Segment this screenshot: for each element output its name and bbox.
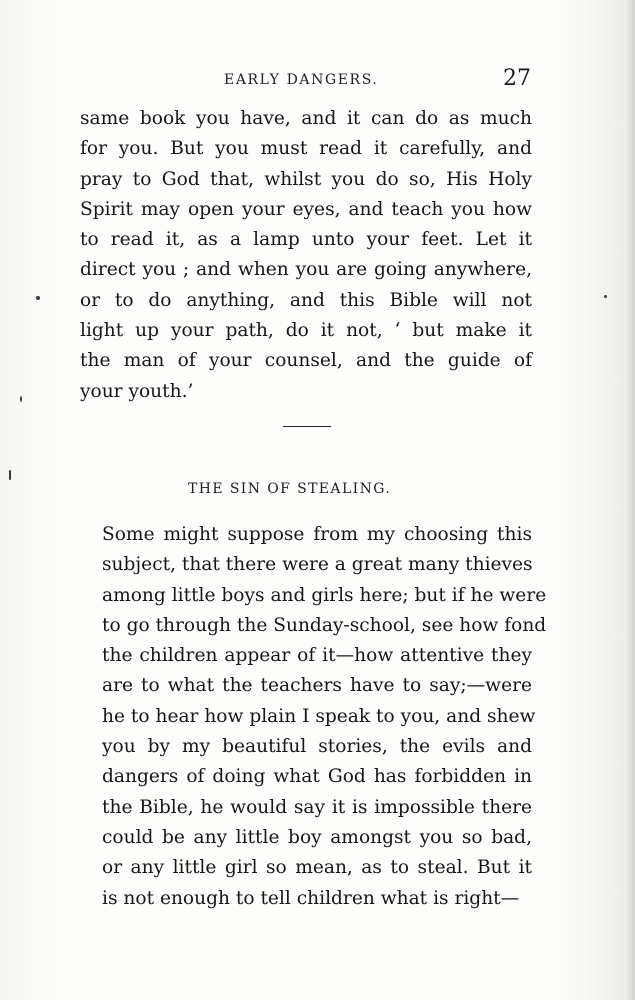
text-line: you by my beautiful stories, the evils and bbox=[102, 736, 532, 758]
text-line: or any little girl so mean, as to steal. But it bbox=[102, 857, 532, 879]
ink-speck bbox=[36, 296, 40, 300]
ink-speck bbox=[20, 396, 22, 402]
text-line: or to do anything, and this Bible will not bbox=[80, 289, 532, 311]
running-head: EARLY DANGERS. bbox=[224, 72, 379, 88]
page-edge-shadow bbox=[627, 0, 635, 1000]
text-line: same book you have, and it can do as much bbox=[80, 108, 532, 129]
text-line: is not enough to tell children what is right— bbox=[102, 887, 520, 909]
text-line: are to what the teachers have to say;—were bbox=[102, 675, 532, 697]
page-number: 27 bbox=[503, 66, 531, 91]
text-line: to read it, as a lamp unto your feet. Let it bbox=[80, 229, 532, 251]
text-line: light up your path, do it not, ‘ but make it bbox=[80, 320, 532, 342]
text-line: he to hear how plain I speak to you, and shew bbox=[102, 705, 536, 727]
text-line: Spirit may open your eyes, and teach you how bbox=[80, 198, 532, 220]
text-line: dangers of doing what God has forbidden in bbox=[102, 766, 532, 788]
paragraph-body bbox=[80, 520, 547, 914]
text-line: among little boys and girls here; but if he were bbox=[102, 584, 547, 606]
text-line: direct you ; and when you are going anywhere, bbox=[80, 259, 532, 281]
text-line: the Bible, he would say it is impossible there bbox=[102, 796, 532, 818]
text-line: subject, that there were a great many thieves bbox=[102, 554, 533, 576]
text-line: the man of your counsel, and the guide of bbox=[80, 350, 532, 372]
ink-speck bbox=[9, 470, 11, 480]
paragraph-continued bbox=[80, 104, 532, 407]
text-line: to go through the Sunday-school, see how fond bbox=[102, 614, 547, 636]
text-line: pray to God that, whilst you do so, His Holy bbox=[80, 168, 532, 190]
section-title: THE SIN OF STEALING. bbox=[188, 481, 392, 497]
text-line: for you. But you must read it carefully, and bbox=[80, 138, 532, 160]
text-line: the children appear of it—how attentive they bbox=[102, 645, 532, 667]
text-line: could be any little boy amongst you so bad, bbox=[102, 826, 532, 848]
section-divider bbox=[283, 426, 331, 427]
text-line: your youth.’ bbox=[80, 380, 194, 402]
ink-speck bbox=[604, 295, 607, 298]
text-line: Some might suppose from my choosing this bbox=[102, 524, 532, 545]
